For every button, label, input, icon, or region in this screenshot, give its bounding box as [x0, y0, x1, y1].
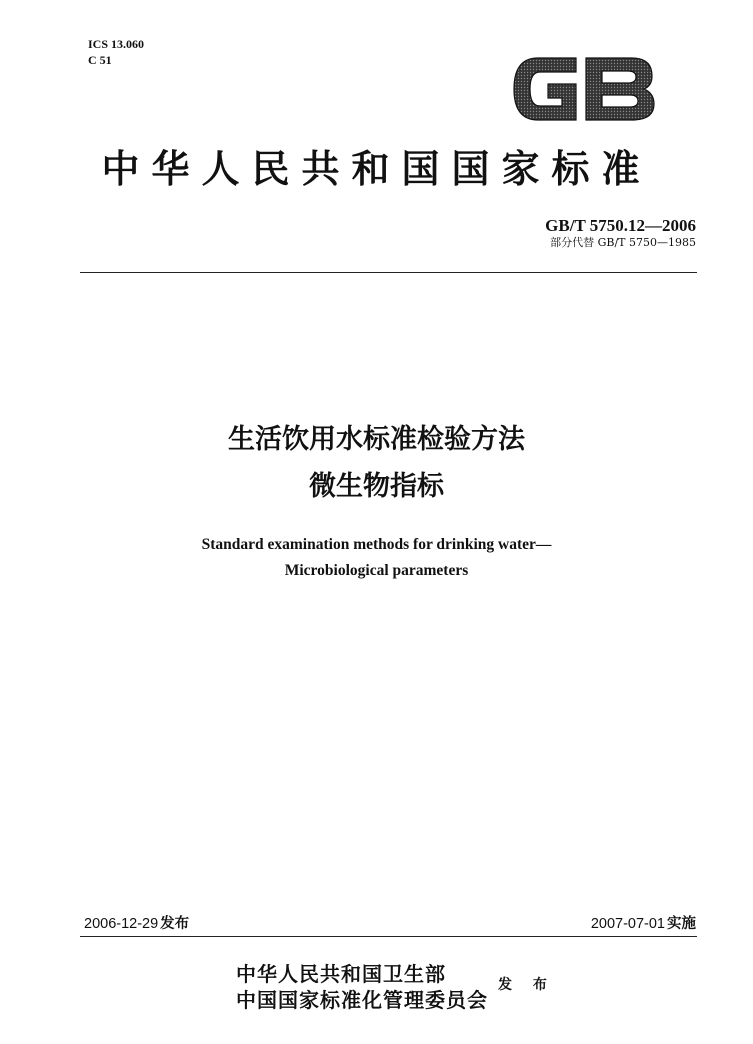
header-divider [80, 272, 697, 273]
issue-word: 发布 [160, 916, 190, 932]
gb-logo [508, 50, 658, 128]
ics-code: ICS 13.060 [88, 37, 145, 51]
standard-number: GB/T 5750.12—2006 [545, 216, 696, 235]
issuer-line2: 中国国家标准化管理委员会 [236, 988, 488, 1012]
title-en-line2: Microbiological parameters [284, 562, 469, 579]
publish-word: 发 布 [498, 977, 555, 993]
title-zh-line2: 微生物指标 [309, 471, 444, 502]
issuer-line1: 中华人民共和国卫生部 [236, 962, 446, 986]
issue-date-block [84, 915, 189, 933]
issue-date: 2006-12-29 [84, 916, 159, 932]
footer-divider [80, 936, 697, 937]
effective-date: 2007-07-01 [590, 916, 665, 932]
title-en-line1: Standard examination methods for drinking water— [201, 536, 552, 553]
title-zh-line1: 生活饮用水标准检验方法 [228, 424, 525, 455]
replaces-note: 部分代替 GB/T 5750—1985 [550, 236, 696, 249]
effective-date-block [591, 915, 696, 933]
ccs-code: C 51 [88, 53, 112, 67]
masthead: 中华人民共和国国家标准 [101, 146, 652, 191]
effective-word: 实施 [667, 916, 696, 932]
classification-codes [88, 36, 144, 68]
